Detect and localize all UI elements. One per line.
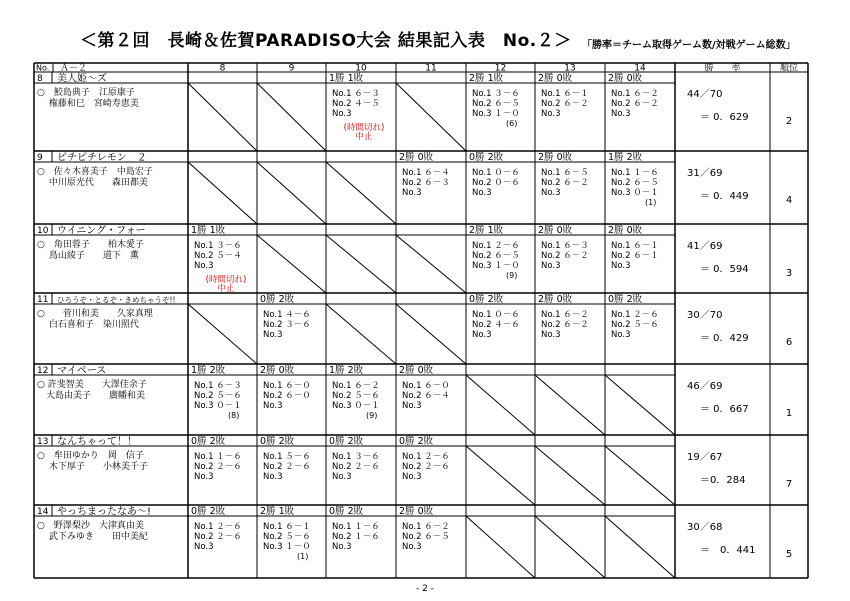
diagonal-slash	[535, 446, 605, 505]
set-score: No.2 ２－６	[402, 462, 450, 472]
win-rate-fraction: 46／69	[687, 381, 723, 392]
set-score: No.2 ６－２	[611, 99, 659, 109]
diagonal-slash	[188, 83, 257, 151]
timeout-note: 中止	[217, 284, 235, 294]
win-rate-fraction: 30／68	[687, 522, 723, 533]
match-result-head: 2勝 0敗	[538, 294, 573, 305]
team-members: 権藤和巳 宮崎寿恵美	[37, 99, 139, 109]
team-members: ○ 角田蓉子 柏木愛子	[37, 240, 144, 250]
set-score: No.2 ３－６	[263, 320, 311, 330]
win-rate-value: ＝0．284	[700, 475, 746, 486]
rank-value: 2	[785, 116, 793, 127]
match-result-head: 1勝 2敗	[608, 152, 643, 163]
set-score: No.2 ６－２	[541, 320, 589, 330]
set-score: No.3	[263, 472, 283, 482]
team-name: 美人姫～ズ	[57, 73, 107, 85]
diagonal-slash	[257, 235, 326, 293]
set-score: No.3	[402, 472, 422, 482]
set-score: No.2 ５－６	[332, 391, 380, 401]
diagonal-slash	[326, 162, 396, 224]
set-score: No.2 ６－５	[472, 251, 520, 261]
set-score: No.1 ２－６	[472, 241, 520, 251]
match-result-head: 2勝 0敗	[399, 152, 434, 163]
col-opponent-header: 12	[494, 63, 507, 74]
set-score: No.2 １－６	[332, 532, 380, 542]
match-result-head: 2勝 0敗	[608, 225, 643, 236]
set-score: No.2 ２－６	[332, 462, 380, 472]
rank-value: 5	[785, 549, 793, 560]
col-opponent-header: 14	[634, 63, 646, 74]
diagonal-slash	[188, 304, 257, 364]
win-rate-fraction: 31／69	[687, 168, 723, 179]
win-rate-value: ＝ 0．667	[700, 404, 749, 415]
team-number: 14	[37, 507, 49, 517]
match-result-head: 1勝 2敗	[191, 365, 226, 376]
set-score: No.3	[611, 109, 631, 119]
timeout-note: (時間切れ)	[205, 275, 247, 285]
set-score: No.3	[263, 330, 283, 340]
set-score: No.3 ０－１	[611, 188, 659, 198]
set-score: No.1 ６－３	[541, 241, 589, 251]
set-score: No.3	[402, 188, 422, 198]
set-score: No.3	[402, 542, 422, 552]
set-score: No.3	[332, 472, 352, 482]
set-score: No.1 ３－６	[472, 89, 520, 99]
team-members: ○ 菅川和美 久家真理	[37, 309, 153, 319]
set-score: No.1 ３－６	[332, 452, 380, 462]
set-score: No.3	[541, 330, 561, 340]
team-members: 白石喜和子 染川照代	[37, 320, 139, 330]
tiebreak-note: (1)	[645, 198, 657, 207]
set-score: No.1 ６－３	[194, 381, 242, 391]
diagonal-slash	[605, 446, 675, 505]
set-score: No.3 ０－１	[194, 401, 242, 411]
set-score: No.3	[332, 109, 352, 119]
set-score: No.1 ２－６	[611, 310, 659, 320]
set-score: No.1 １－６	[611, 168, 659, 178]
team-number: 9	[37, 153, 43, 163]
set-score: No.1 ６－３	[332, 89, 380, 99]
set-score: No.1 ６－２	[611, 89, 659, 99]
rank-value: 7	[785, 479, 793, 490]
col-no-header: No.	[36, 63, 50, 73]
set-score: No.3	[402, 401, 422, 411]
diagonal-slash	[605, 516, 675, 578]
set-score: No.1 ６－４	[402, 168, 450, 178]
diagonal-slash	[535, 516, 605, 578]
set-score: No.2 ２－６	[263, 462, 311, 472]
set-score: No.1 ６－０	[263, 381, 311, 391]
win-rate-fraction: 44／70	[687, 89, 723, 100]
diagonal-slash	[257, 83, 326, 151]
set-score: No.1 ０－６	[472, 310, 520, 320]
set-score: No.1 １－６	[332, 522, 380, 532]
diagonal-slash	[326, 235, 396, 293]
match-result-head: 2勝 0敗	[260, 365, 295, 376]
match-result-head: 0勝 2敗	[329, 436, 364, 447]
diagonal-slash	[466, 516, 535, 578]
tiebreak-note: (1)	[297, 552, 309, 561]
set-score: No.2 ０－６	[472, 178, 520, 188]
win-rate-value: ＝ 0．594	[700, 264, 749, 275]
tiebreak-note: (9)	[506, 271, 518, 280]
col-winrate-header: 勝 率	[704, 63, 741, 74]
col-opponent-header: 8	[219, 63, 226, 74]
diagonal-slash	[257, 162, 326, 224]
set-score: No.2 ６－１	[611, 251, 659, 261]
set-score: No.1 ０－６	[472, 168, 520, 178]
set-score: No.2 ６－２	[541, 251, 589, 261]
set-score: No.2 ５－６	[611, 320, 659, 330]
set-score: No.1 ６－２	[332, 381, 380, 391]
set-score: No.3 １－０	[263, 542, 311, 552]
col-opponent-header: 11	[425, 63, 437, 74]
col-rank-header: 順位	[779, 63, 799, 74]
set-score: No.2 ４－５	[332, 99, 380, 109]
set-score: No.3	[194, 261, 214, 271]
page-title: ＜第２回 長崎＆佐賀PARADISO大会 結果記入表 No.２＞	[80, 31, 572, 51]
set-score: No.2 ６－２	[541, 99, 589, 109]
team-number: 11	[37, 295, 49, 305]
match-result-head: 0勝 2敗	[191, 506, 226, 517]
set-score: No.2 ５－４	[194, 251, 242, 261]
match-result-head: 2勝 0敗	[538, 225, 573, 236]
set-score: No.3	[194, 542, 214, 552]
win-rate-value: ＝ 0．629	[700, 112, 749, 123]
set-score: No.1 ６－２	[541, 310, 589, 320]
team-members: 武下みゆき 田中美紀	[37, 532, 148, 542]
team-members: ○ 佐々木喜美子 中島宏子	[37, 167, 153, 177]
timeout-note: (時間切れ)	[343, 123, 385, 133]
team-number: 8	[37, 74, 43, 84]
set-score: No.1 ６－２	[402, 522, 450, 532]
set-score: No.2 ４－６	[472, 320, 520, 330]
diagonal-slash	[605, 375, 675, 435]
match-result-head: 0勝 2敗	[469, 294, 504, 305]
set-score: No.3 １－０	[472, 109, 520, 119]
set-score: No.1 ３－６	[194, 241, 242, 251]
set-score: No.2 ５－６	[263, 532, 311, 542]
diagonal-slash	[466, 446, 535, 505]
set-score: No.3	[194, 472, 214, 482]
tiebreak-note: (6)	[506, 119, 518, 128]
set-score: No.1 ６－１	[263, 522, 311, 532]
team-members: ○ 鮫島典子 江原康子	[37, 88, 135, 98]
rank-value: 6	[785, 337, 793, 348]
set-score: No.3	[263, 401, 283, 411]
timeout-note: 中止	[355, 132, 373, 142]
tiebreak-note: (8)	[228, 411, 240, 420]
win-rate-value: ＝ 0．441	[700, 545, 756, 556]
team-name: なんちゃって！！	[57, 436, 137, 448]
tiebreak-note: (9)	[366, 411, 378, 420]
set-score: No.1 １－６	[194, 452, 242, 462]
col-opponent-header: 13	[564, 63, 576, 74]
diagonal-slash	[396, 304, 466, 364]
match-result-head: 2勝 0敗	[608, 73, 643, 84]
rank-value: 3	[785, 268, 793, 279]
team-name: ピチピチレモン ２	[57, 152, 147, 164]
set-score: No.3	[611, 330, 631, 340]
rank-value: 4	[785, 195, 793, 206]
match-result-head: 2勝 1敗	[469, 225, 504, 236]
diagonal-slash	[188, 162, 257, 224]
set-score: No.2 ６－３	[402, 178, 450, 188]
match-result-head: 0勝 2敗	[469, 152, 504, 163]
diagonal-slash	[326, 304, 396, 364]
team-name: やっちまったなあ～!	[57, 506, 152, 518]
match-result-head: 0勝 2敗	[608, 294, 643, 305]
set-score: No.3 １－０	[472, 261, 520, 271]
match-result-head: 2勝 0敗	[538, 152, 573, 163]
win-rate-fraction: 19／67	[687, 452, 723, 463]
win-rate-fraction: 30／70	[687, 310, 723, 321]
team-name: ひろうぞ・とるぞ・きめちゃうぞ!!	[57, 295, 176, 305]
set-score: No.1 ５－６	[263, 452, 311, 462]
set-score: No.2 ６－５	[472, 99, 520, 109]
win-rate-value: ＝ 0．449	[700, 191, 749, 202]
set-score: No.3	[472, 330, 492, 340]
win-rate-value: ＝ 0．429	[700, 333, 749, 344]
win-rate-fraction: 41／69	[687, 241, 723, 252]
set-score: No.2 ２－６	[194, 462, 242, 472]
rank-value: 1	[785, 408, 793, 419]
col-group-header: Ａ－２	[60, 63, 88, 74]
set-score: No.1 ２－６	[194, 522, 242, 532]
set-score: No.3	[472, 188, 492, 198]
set-score: No.2 ６－０	[263, 391, 311, 401]
set-score: No.2 ６－５	[402, 532, 450, 542]
match-result-head: 2勝 1敗	[260, 506, 295, 517]
match-result-head: 2勝 0敗	[399, 365, 434, 376]
match-result-head: 0勝 2敗	[260, 294, 295, 305]
page-number: - 2 -	[416, 584, 434, 594]
page-subtitle: 「勝率＝チーム取得ゲーム数/対戦ゲーム総数」	[582, 40, 796, 51]
team-members: 大島由美子 廣幡和美	[37, 391, 146, 401]
set-score: No.1 ６－１	[541, 89, 589, 99]
team-name: マイペース	[57, 365, 107, 377]
diagonal-slash	[396, 235, 466, 293]
team-number: 12	[37, 366, 49, 376]
team-members: ○ 野澤梨沙 大津真由美	[37, 521, 144, 531]
set-score: No.2 ５－６	[194, 391, 242, 401]
col-opponent-header: 9	[288, 63, 295, 74]
set-score: No.2 ６－４	[402, 391, 450, 401]
set-score: No.3 ０－１	[332, 401, 380, 411]
set-score: No.3	[541, 109, 561, 119]
match-result-head: 2勝 0敗	[399, 506, 434, 517]
match-result-head: 2勝 1敗	[469, 73, 504, 84]
set-score: No.3	[611, 261, 631, 271]
set-score: No.2 ６－２	[541, 178, 589, 188]
set-score: No.1 ６－１	[611, 241, 659, 251]
team-number: 13	[37, 437, 49, 447]
team-members: 木下厚子 小林美千子	[37, 462, 148, 472]
set-score: No.3	[332, 542, 352, 552]
team-name: ウイニング・フォー	[57, 225, 146, 237]
set-score: No.2 ６－５	[611, 178, 659, 188]
diagonal-slash	[535, 375, 605, 435]
match-result-head: 2勝 0敗	[538, 73, 573, 84]
match-result-head: 1勝 1敗	[191, 225, 226, 236]
team-number: 10	[37, 226, 49, 236]
team-members: ○ 牟田ゆかり 岡 信子	[37, 451, 144, 461]
match-result-head: 1勝 1敗	[329, 73, 364, 84]
team-members: 中川原光代 森田都美	[37, 178, 148, 188]
match-result-head: 0勝 2敗	[191, 436, 226, 447]
team-members: 鳥山綾子 道下 薫	[37, 251, 139, 261]
team-members: ○ 許斐智美 大澤佳余子	[37, 380, 147, 390]
diagonal-slash	[466, 375, 535, 435]
set-score: No.1 ６－５	[541, 168, 589, 178]
set-score: No.1 ４－６	[263, 310, 311, 320]
match-result-head: 0勝 2敗	[399, 436, 434, 447]
set-score: No.1 ６－０	[402, 381, 450, 391]
set-score: No.2 ２－６	[194, 532, 242, 542]
set-score: No.3	[541, 261, 561, 271]
set-score: No.1 ２－６	[402, 452, 450, 462]
col-opponent-header: 10	[355, 63, 367, 74]
set-score: No.3	[541, 188, 561, 198]
match-result-head: 0勝 2敗	[329, 506, 364, 517]
match-result-head: 1勝 2敗	[329, 365, 364, 376]
diagonal-slash	[396, 83, 466, 151]
match-result-head: 0勝 2敗	[260, 436, 295, 447]
